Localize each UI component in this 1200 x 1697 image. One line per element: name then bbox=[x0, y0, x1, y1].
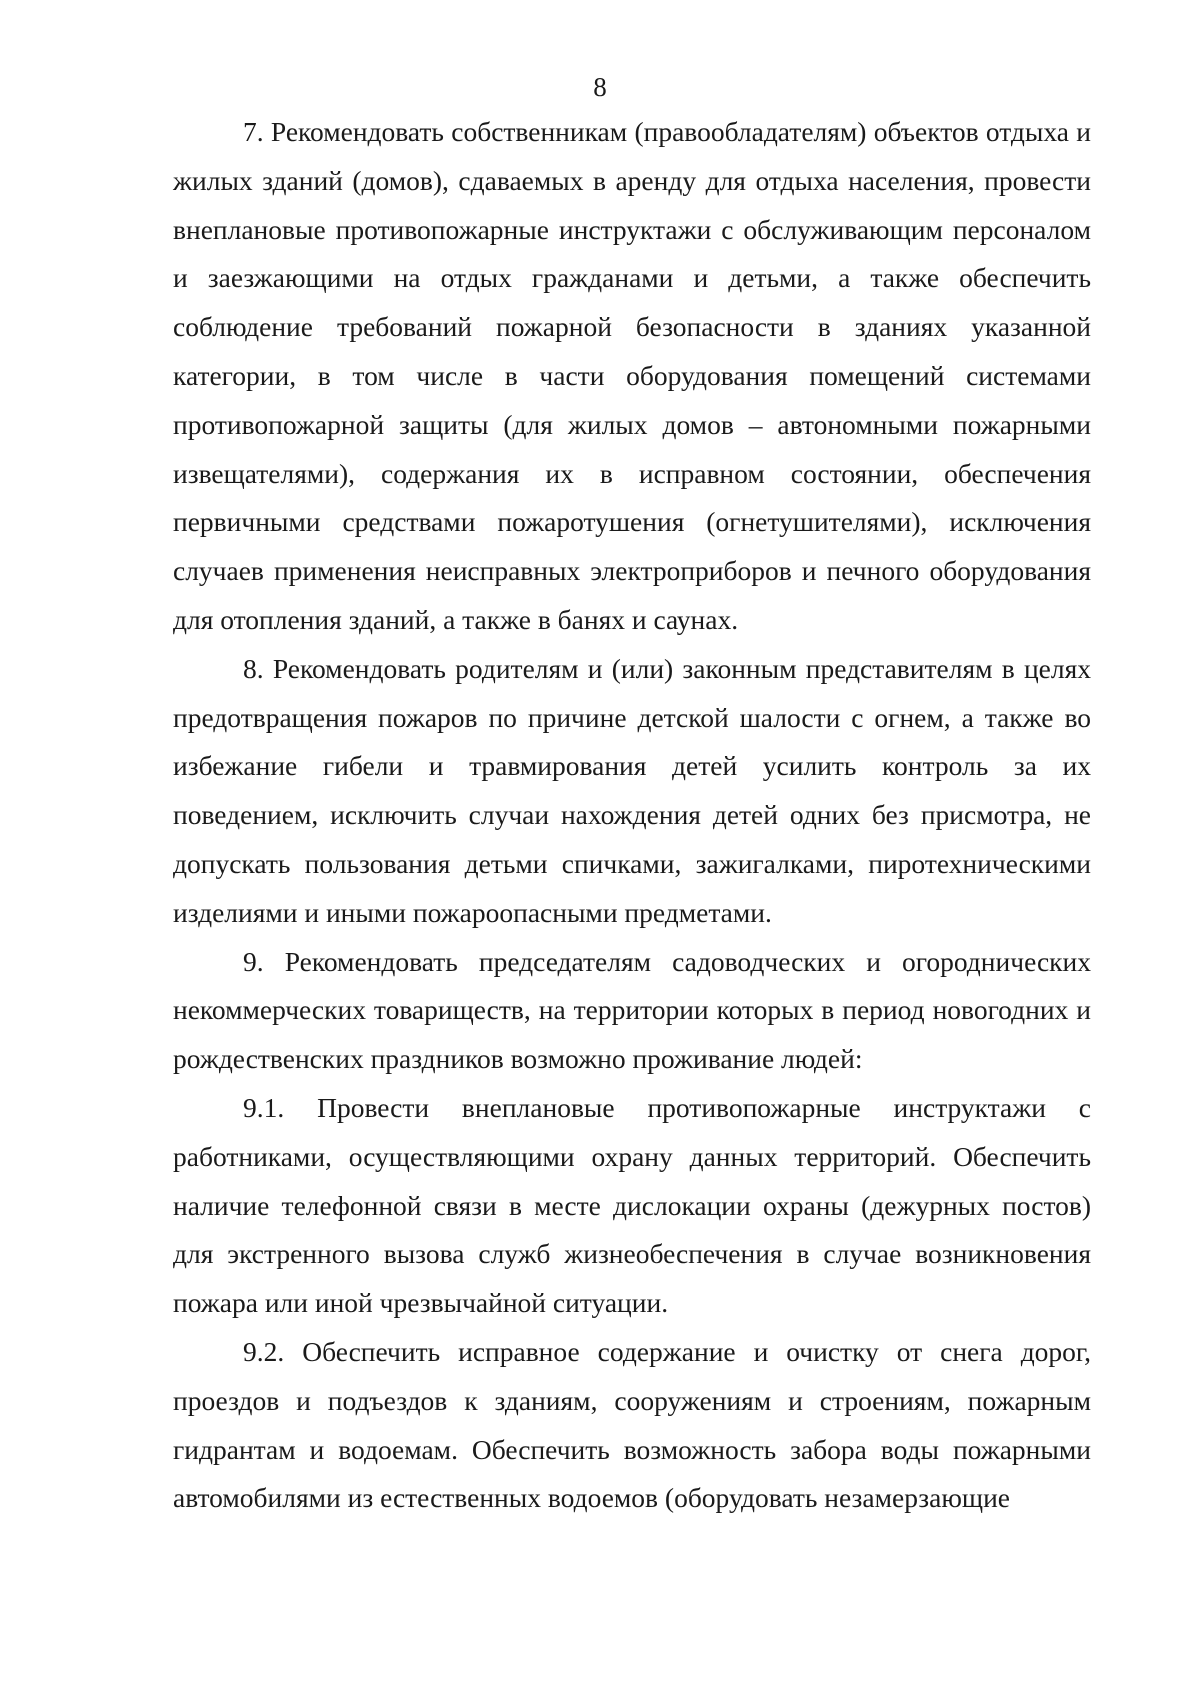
paragraph-9-2: 9.2. Обеспечить исправное содержание и очистку от снега дорог, проездов и подъездов к зданиям, сооружениям и строениям, пожарным гидрантам и водоемам. Обеспечить возможность забора воды пожарными автомобилями из естественных водоемов (оборудовать незамерзающие bbox=[173, 1335, 1091, 1514]
paragraph-9-1: 9.1. Провести внеплановые противопожарные инструктажи с работниками, осуществляющими охрану данных территорий. Обеспечить наличие телефонной связи в месте дислокации охраны (дежурных постов) для экстренного вызова служб жизнеобеспечения в случае возникновения пожара или иной чрезвычайной ситуации. bbox=[173, 1091, 1091, 1319]
document-body bbox=[173, 108, 1091, 1523]
paragraph-7: 7. Рекомендовать собственникам (правообладателям) объектов отдыха и жилых зданий (домов), сдаваемых в аренду для отдыха населения, провести внеплановые противопожарные инструктажи с обслуживающим персоналом и заезжающими на отдых гражданами и детьми, а также обеспечить соблюдение требований пожарной безопасности в зданиях указанной категории, в том числе в части оборудования помещений системами противопожарной защиты (для жилых домов – автономными пожарными извещателями), содержания их в исправном состоянии, обеспечения первичными средствами пожаротушения (огнетушителями), исключения случаев применения неисправных электроприборов и печного оборудования для отопления зданий, а также в банях и саунах. bbox=[173, 116, 1091, 635]
paragraph-9: 9. Рекомендовать председателям садоводческих и огороднических некоммерческих товариществ, на территории которых в период новогодних и рождественских праздников возможно проживание людей: bbox=[173, 945, 1091, 1075]
paragraph-8: 8. Рекомендовать родителям и (или) законным представителям в целях предотвращения пожаров по причине детской шалости с огнем, а также во избежание гибели и травмирования детей усилить контроль за их поведением, исключить случаи нахождения детей одних без присмотра, не допускать пользования детьми спичками, зажигалками, пиротехническими изделиями и иными пожароопасными предметами. bbox=[173, 652, 1091, 928]
page-number: 8 bbox=[593, 72, 607, 102]
